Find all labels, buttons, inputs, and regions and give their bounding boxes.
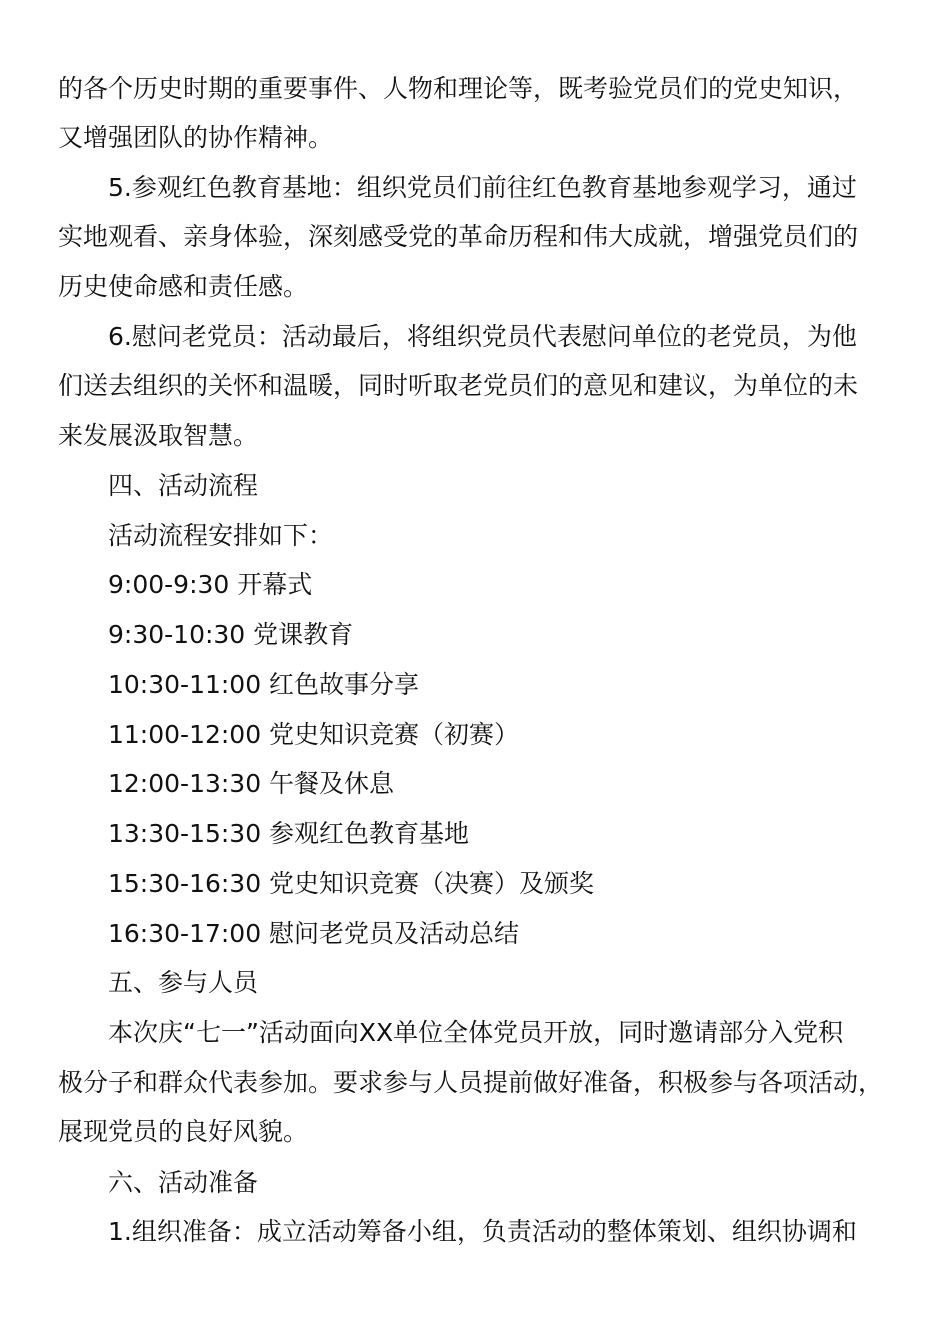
paragraph-line: 来发展汲取智慧。 xyxy=(58,421,259,450)
paragraph-line: 历史使命感和责任感。 xyxy=(58,272,309,301)
section-heading: 五、参与人员 xyxy=(108,968,259,997)
schedule-item: 11:00-12:00 党史知识竞赛（初赛） xyxy=(108,720,520,749)
paragraph-line: 又增强团队的协作精神。 xyxy=(58,123,334,152)
paragraph-line: 极分子和群众代表参加。要求参与人员提前做好准备，积极参与各项活动， xyxy=(58,1068,884,1097)
paragraph-line: 实地观看、亲身体验，深刻感受党的革命历程和伟大成就，增强党员们的 xyxy=(58,222,859,251)
paragraph-line: 的各个历史时期的重要事件、人物和理论等，既考验党员们的党史知识， xyxy=(58,74,859,103)
paragraph-line: 5.参观红色教育基地：组织党员们前往红色教育基地参观学习，通过 xyxy=(108,173,857,202)
schedule-item: 13:30-15:30 参观红色教育基地 xyxy=(108,819,470,848)
section-heading: 六、活动准备 xyxy=(108,1168,259,1197)
schedule-item: 9:30-10:30 党课教育 xyxy=(108,620,354,649)
paragraph-line: 6.慰问老党员：活动最后，将组织党员代表慰问单位的老党员，为他 xyxy=(108,322,857,351)
schedule-item: 10:30-11:00 红色故事分享 xyxy=(108,670,420,699)
paragraph-line: 们送去组织的关怀和温暖，同时听取老党员们的意见和建议，为单位的未 xyxy=(58,371,859,400)
paragraph-line: 本次庆“七一”活动面向XX单位全体党员开放，同时邀请部分入党积 xyxy=(108,1018,844,1047)
paragraph-line: 展现党员的良好风貌。 xyxy=(58,1117,309,1146)
paragraph-line: 1.组织准备：成立活动筹备小组，负责活动的整体策划、组织协调和 xyxy=(108,1217,857,1246)
schedule-item: 12:00-13:30 午餐及休息 xyxy=(108,769,395,798)
schedule-item: 15:30-16:30 党史知识竞赛（决赛）及颁奖 xyxy=(108,869,595,898)
section-heading: 四、活动流程 xyxy=(108,471,259,500)
paragraph-line: 活动流程安排如下： xyxy=(108,521,334,550)
schedule-item: 16:30-17:00 慰问老党员及活动总结 xyxy=(108,919,520,948)
schedule-item: 9:00-9:30 开幕式 xyxy=(108,570,313,599)
